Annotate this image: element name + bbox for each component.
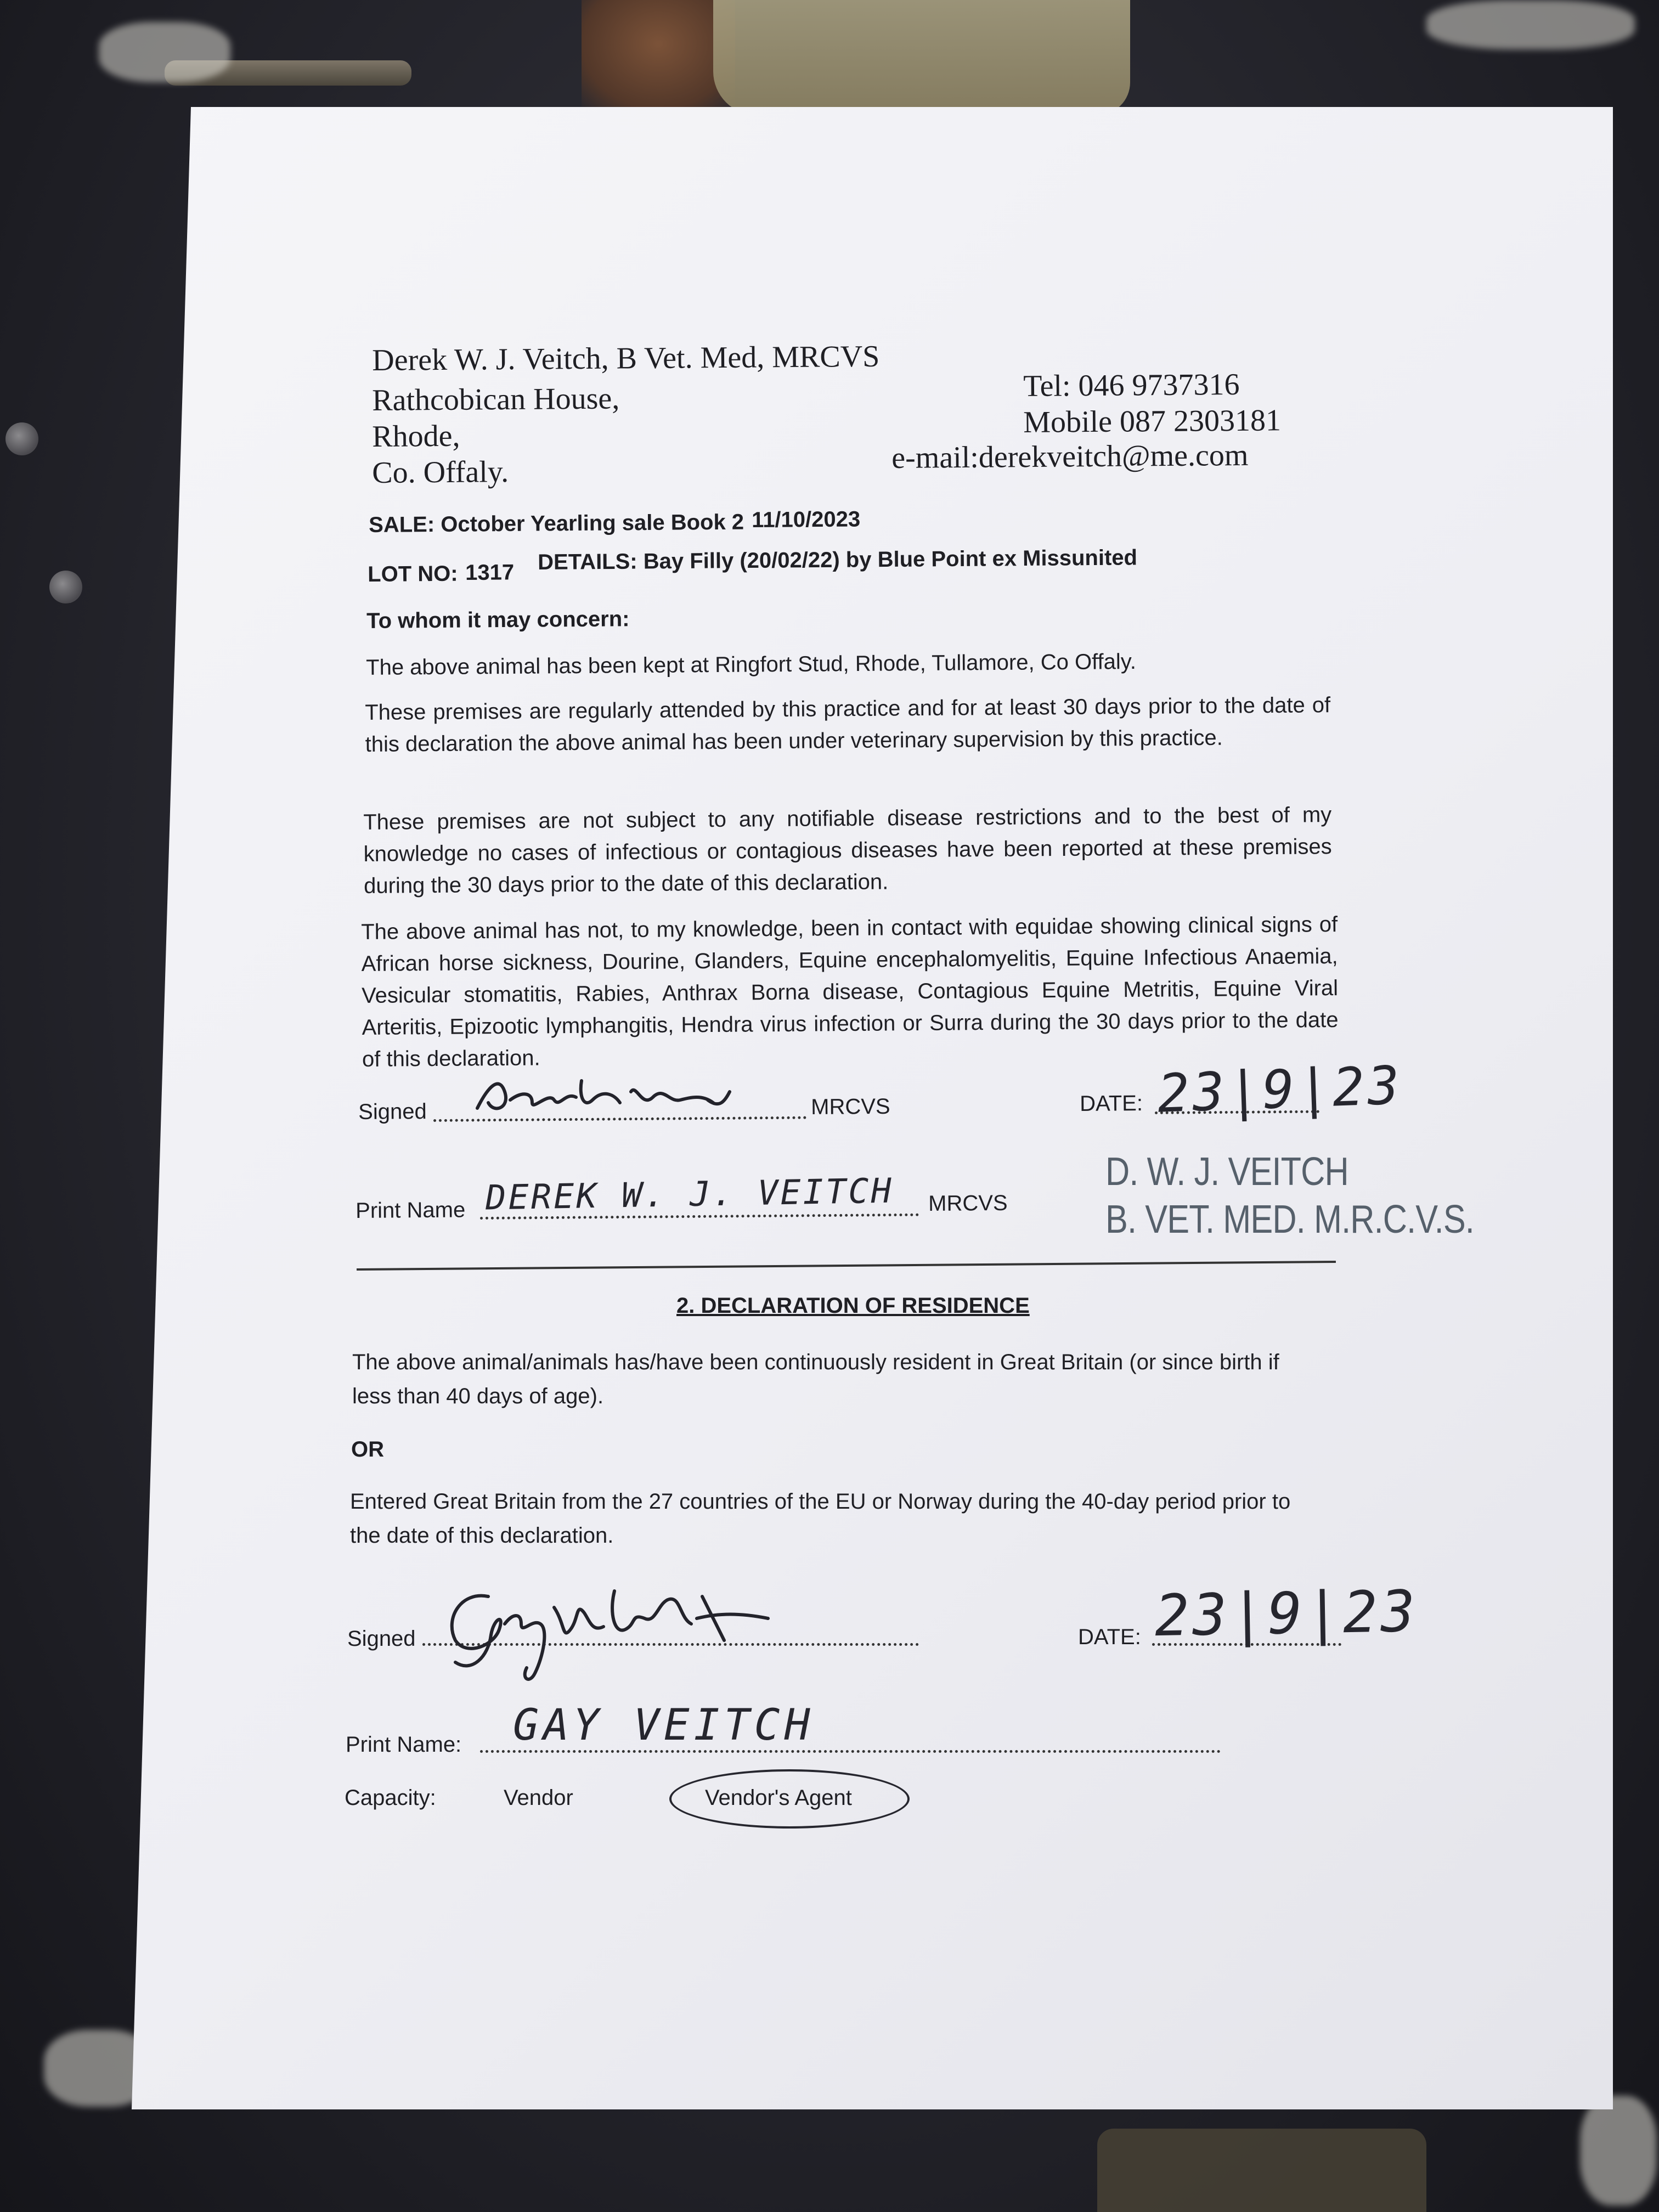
paragraph-supervision: These premises are regularly attended by this practice and for at least 30 days prior to the date of this declaration the above animal has been under veterinary supervision by this practice. <box>365 693 1331 757</box>
address-line-3: Co. Offaly. <box>372 455 509 490</box>
print-name-label: Print Name <box>356 1198 466 1223</box>
or-label: OR <box>351 1437 384 1462</box>
background-paint-wear <box>1426 0 1635 49</box>
lot-details: DETAILS: Bay Filly (20/02/22) by Blue Point ex Missunited <box>538 545 1138 574</box>
vet-stamp-line-2: B. VET. MED. M.R.C.V.S. <box>1105 1198 1474 1242</box>
lot-number: 1317 <box>465 560 515 585</box>
telephone: Tel: 046 9737316 <box>1023 367 1240 403</box>
residence-paragraph-1: The above animal/animals has/have been continuously resident in Great Britain (or since birth if less than 40 days of age). <box>352 1350 1279 1408</box>
vendor-print-name-dotted-line <box>480 1750 1221 1753</box>
residence-paragraph-2: Entered Great Britain from the 27 countries of the EU or Norway during the 40-day period prior to the date of this declaration. <box>350 1489 1291 1548</box>
paragraph-disease-restrictions: These premises are not subject to any notifiable disease restrictions and to the best of my knowledge no cases of infectious or contagious diseases have been reported at these premises during the 30 days prior to the date of this declaration. <box>363 803 1332 898</box>
salutation: To whom it may concern: <box>366 607 630 633</box>
sale-label: SALE: October Yearling sale Book 2 <box>369 510 744 537</box>
background-cloth <box>713 0 1130 115</box>
vet-name: Derek W. J. Veitch, B Vet. Med, MRCVS <box>372 339 880 377</box>
email: e-mail:derekveitch@me.com <box>891 438 1249 475</box>
address-line-2: Rhode, <box>372 419 460 454</box>
bolt-icon <box>5 422 38 455</box>
vet-stamp-line-1: D. W. J. VEITCH <box>1105 1150 1348 1194</box>
paragraph-kept-at: The above animal has been kept at Ringfort Stud, Rhode, Tullamore, Co Offaly. <box>366 649 1137 680</box>
capacity-vendors-agent: Vendor's Agent <box>705 1786 852 1810</box>
capacity-label: Capacity: <box>345 1786 436 1810</box>
lot-label: LOT NO: <box>368 561 458 586</box>
signed-label: Signed <box>358 1099 427 1124</box>
mrcvs-label: MRCVS <box>811 1094 890 1119</box>
vet-date-handwritten: 23|9|23 <box>1156 1054 1404 1125</box>
vendor-print-name-handwritten: GAY VEITCH <box>513 1701 815 1750</box>
background-paint-wear <box>1580 2096 1657 2205</box>
vet-signature <box>472 1070 735 1119</box>
date-label: DATE: <box>1080 1091 1143 1116</box>
address-line-1: Rathcobican House, <box>372 381 620 417</box>
vendor-print-name-label: Print Name: <box>346 1733 462 1757</box>
background-object <box>1097 2129 1426 2212</box>
background-hair <box>582 0 735 110</box>
residence-heading: 2. DECLARATION OF RESIDENCE <box>676 1294 1030 1318</box>
background-paint-wear <box>99 22 230 82</box>
capacity-vendor: Vendor <box>504 1786 573 1810</box>
vet-print-name-handwritten: DEREK W. J. VEITCH <box>485 1170 894 1218</box>
vendor-signature <box>439 1580 779 1690</box>
mobile: Mobile 087 2303181 <box>1023 403 1282 439</box>
mrcvs-label-2: MRCVS <box>928 1190 1008 1216</box>
vendor-signed-label: Signed <box>347 1627 416 1651</box>
paragraph-contact-equidae: The above animal has not, to my knowledge, been in contact with equidae showing clinical signs of African horse sickness, Dourine, Glanders, Equine encephalomyelitis, Equine Infectious Anaemia, Vesicular stomatitis, Rabies, Anthrax Borna disease, Contagious Equine Metritis, Equine Viral Arteritis, Epizootic lymphangitis, Hendra virus infection or Surra during the 30 days prior to the date of this declaration. <box>361 912 1339 1071</box>
bolt-icon <box>49 571 82 603</box>
vendor-date-label: DATE: <box>1078 1625 1141 1649</box>
sale-date: 11/10/2023 <box>752 507 861 532</box>
vendor-date-handwritten: 23|9|23 <box>1154 1577 1419 1650</box>
